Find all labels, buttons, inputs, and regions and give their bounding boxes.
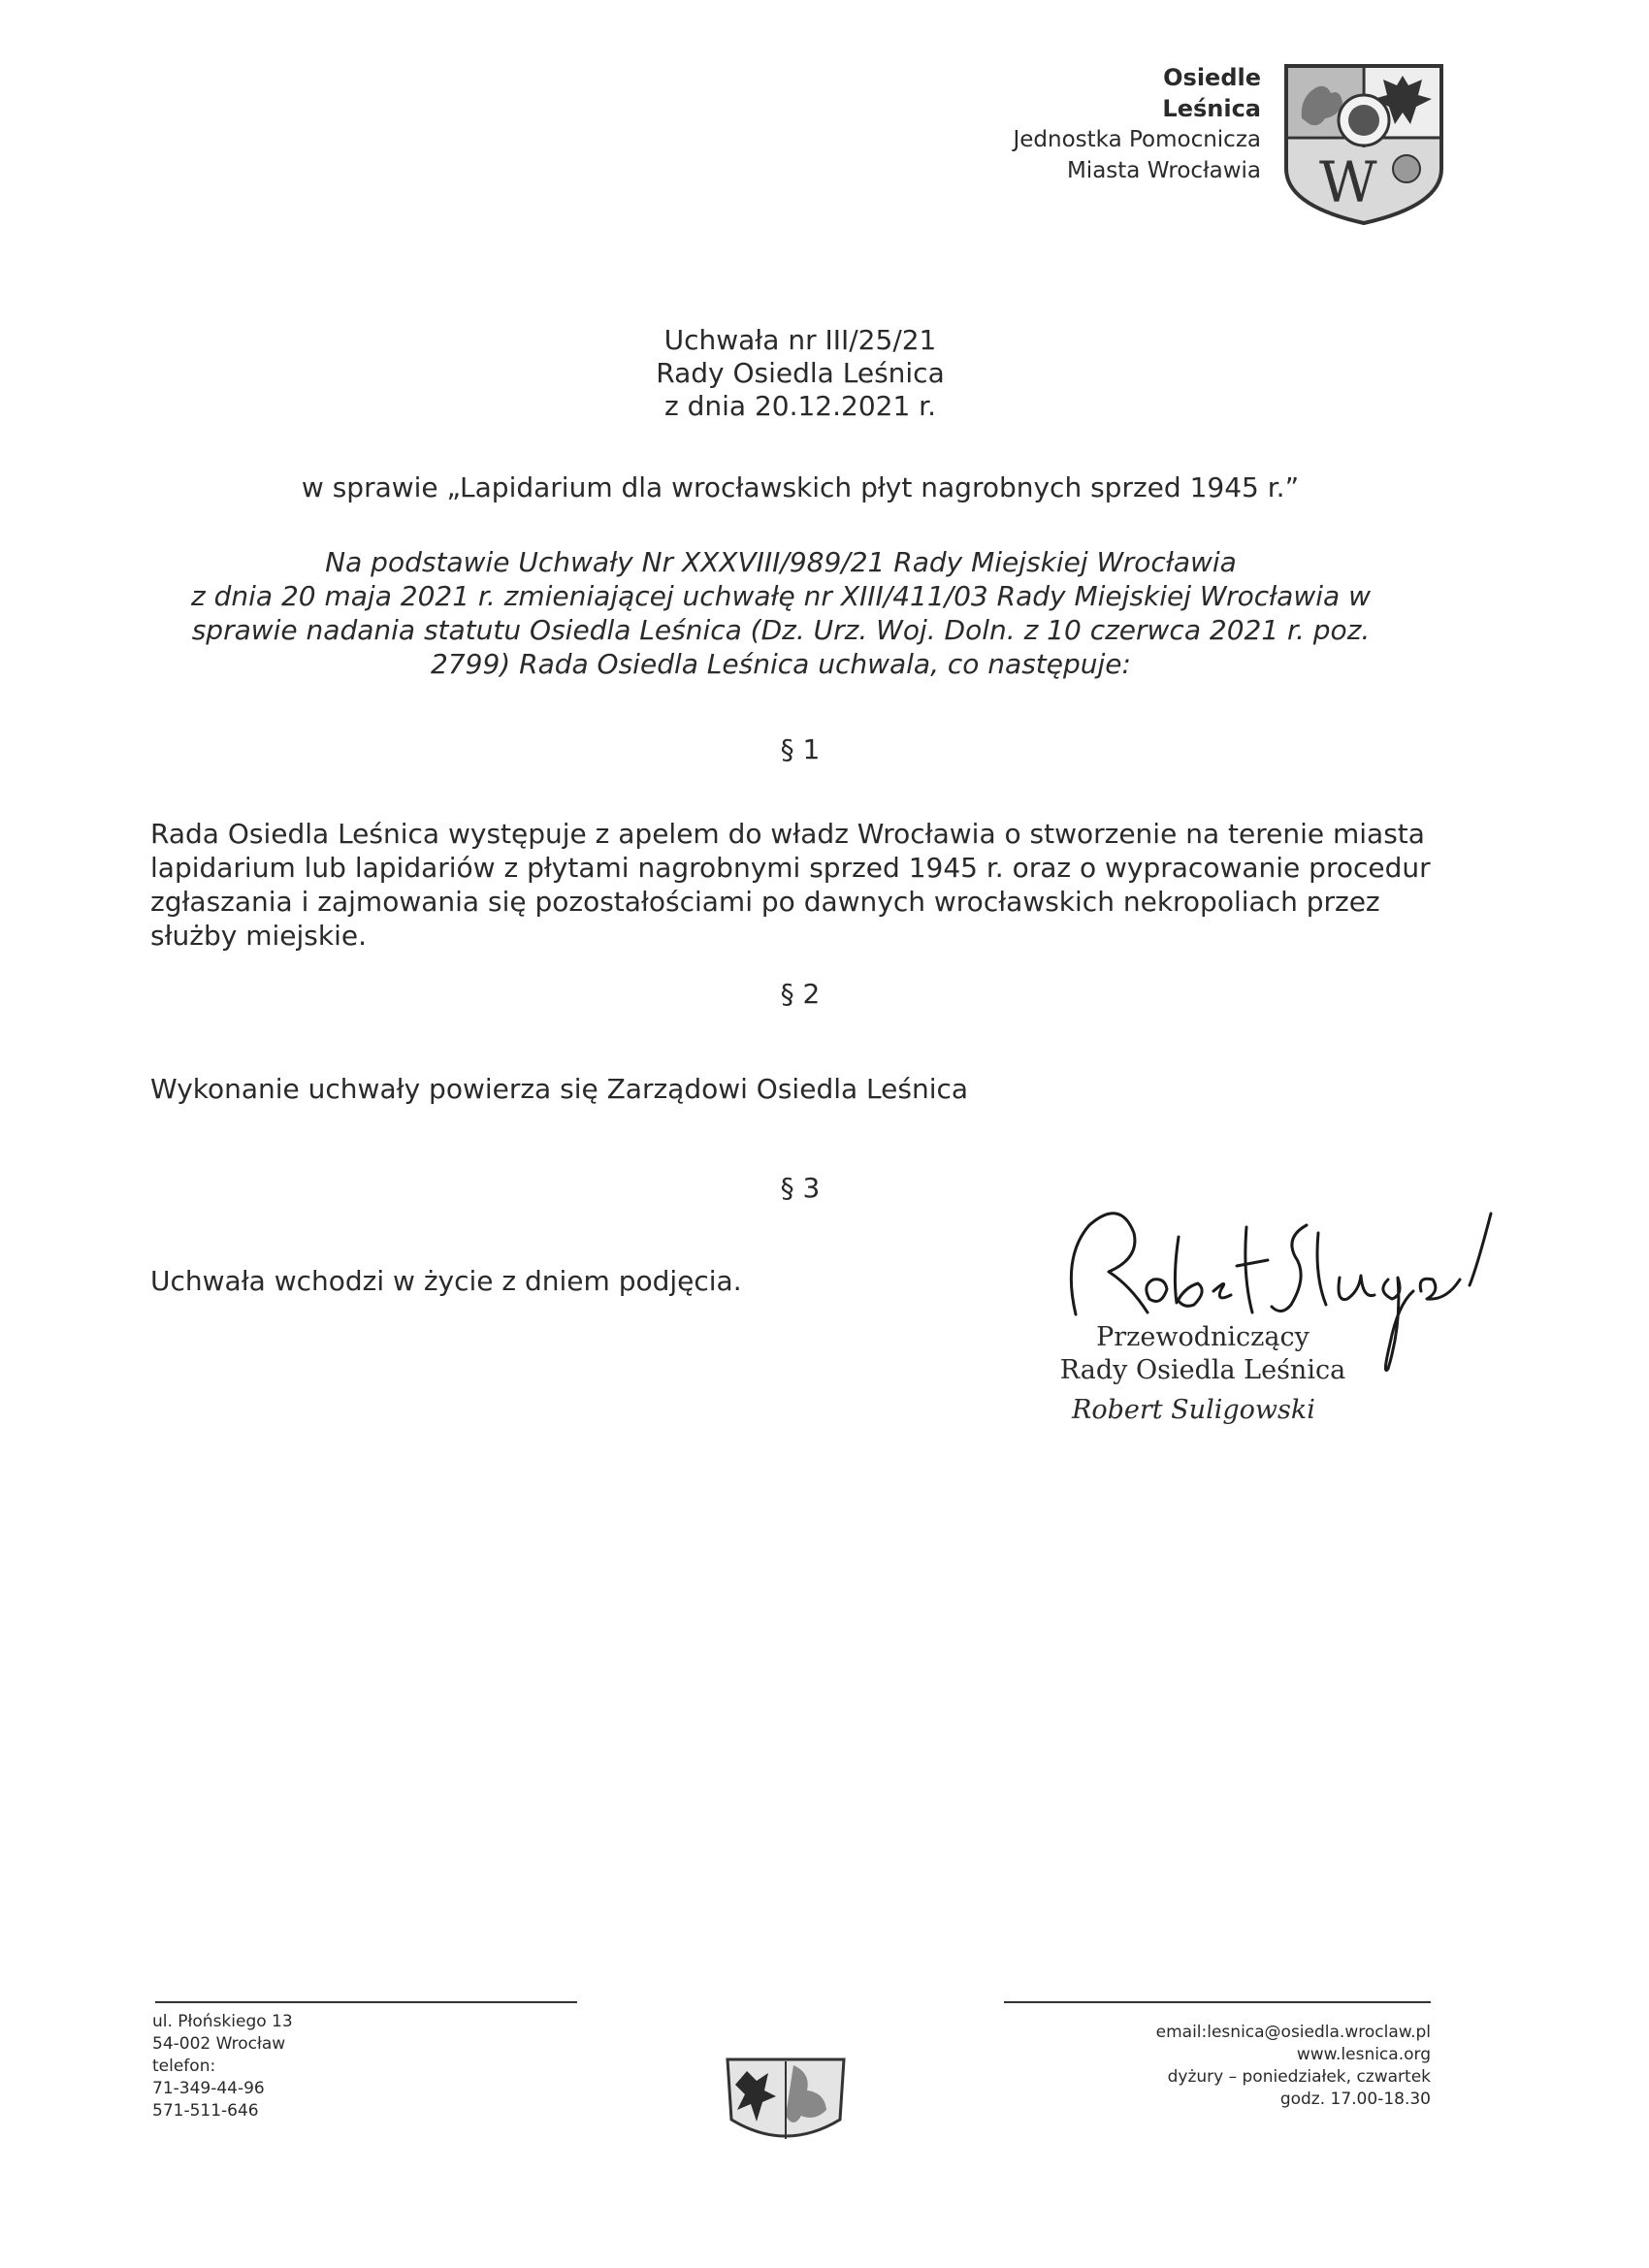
- svg-text:W: W: [1319, 149, 1377, 215]
- signatory-role-line1: Przewodniczący: [1096, 1322, 1310, 1352]
- footer-contact: [1156, 2022, 1431, 2111]
- section-1-text: [150, 817, 1431, 953]
- section-1-line: lapidarium lub lapidariów z płytami nagrobnymi sprzed 1945 r. oraz o wypracowanie procedur: [150, 852, 1431, 884]
- section-1-mark: § 1: [780, 733, 821, 765]
- org-name-line1: Osiedle: [1163, 64, 1261, 91]
- address-line: 71-349-44-96: [152, 2079, 265, 2098]
- org-unit-line: Jednostka Pomocnicza: [1013, 127, 1261, 152]
- signatory-name: Robert Suligowski: [1072, 1395, 1315, 1425]
- resolution-number: Uchwała nr III/25/21: [663, 324, 937, 356]
- contact-duty-hours: godz. 17.00-18.30: [1279, 2090, 1431, 2109]
- contact-email[interactable]: email:lesnica@osiedla.wroclaw.pl: [1155, 2023, 1431, 2042]
- legal-basis-line: z dnia 20 maja 2021 r. zmieniającej uchwałę nr XIII/411/03 Rady Miejskiej Wrocławia w: [191, 580, 1371, 612]
- section-3-mark: § 3: [780, 1172, 821, 1204]
- city-coat-of-arms-icon: [1280, 60, 1447, 227]
- org-name-line2: Leśnica: [1162, 95, 1261, 122]
- address-line: telefon:: [152, 2057, 216, 2076]
- address-line: ul. Płońskiego 13: [152, 2012, 293, 2031]
- contact-duty-days: dyżury – poniedziałek, czwartek: [1167, 2067, 1431, 2087]
- resolution-subject: w sprawie „Lapidarium dla wrocławskich płyt nagrobnych sprzed 1945 r.”: [301, 471, 1300, 503]
- contact-website[interactable]: www.lesnica.org: [1296, 2045, 1431, 2064]
- footer-address: [152, 2011, 293, 2122]
- address-line: 571-511-646: [152, 2101, 259, 2121]
- org-city-line: Miasta Wrocławia: [1066, 158, 1261, 183]
- section-1-line: Rada Osiedla Leśnica występuje z apelem do władz Wrocławia o stworzenie na terenie miasta: [150, 818, 1425, 850]
- section-1-line: służby miejskie.: [150, 920, 368, 952]
- address-line: 54-002 Wrocław: [152, 2034, 286, 2054]
- legal-basis-line: sprawie nadania statutu Osiedla Leśnica (Dz. Urz. Woj. Doln. z 10 czerwca 2021 r. poz.: [191, 614, 1371, 646]
- resolution-council: Rady Osiedla Leśnica: [656, 357, 945, 389]
- section-2-line: Wykonanie uchwały powierza się Zarządowi Osiedla Leśnica: [150, 1073, 969, 1105]
- legal-basis: [155, 545, 1406, 681]
- legal-basis-line: 2799) Rada Osiedla Leśnica uchwala, co następuje:: [431, 648, 1131, 680]
- signatory-role: [1057, 1321, 1348, 1387]
- section-1-line: zgłaszania i zajmowania się pozostałościami po dawnych wrocławskich nekropoliach przez: [150, 886, 1380, 918]
- eagle-emblem-icon: [718, 2052, 854, 2154]
- section-3-line: Uchwała wchodzi w życie z dniem podjęcia.: [150, 1265, 742, 1297]
- signatory-role-line2: Rady Osiedla Leśnica: [1059, 1355, 1346, 1385]
- footer-rule-left: [155, 2001, 577, 2003]
- footer-rule-right: [1004, 2001, 1431, 2003]
- header-org-block: [1013, 62, 1261, 186]
- section-2-mark: § 2: [780, 978, 821, 1010]
- section-2-text: [150, 1072, 1431, 1106]
- legal-basis-line: Na podstawie Uchwały Nr XXXVIII/989/21 Rady Miejskiej Wrocławia: [325, 546, 1237, 578]
- resolution-date: z dnia 20.12.2021 r.: [663, 390, 936, 422]
